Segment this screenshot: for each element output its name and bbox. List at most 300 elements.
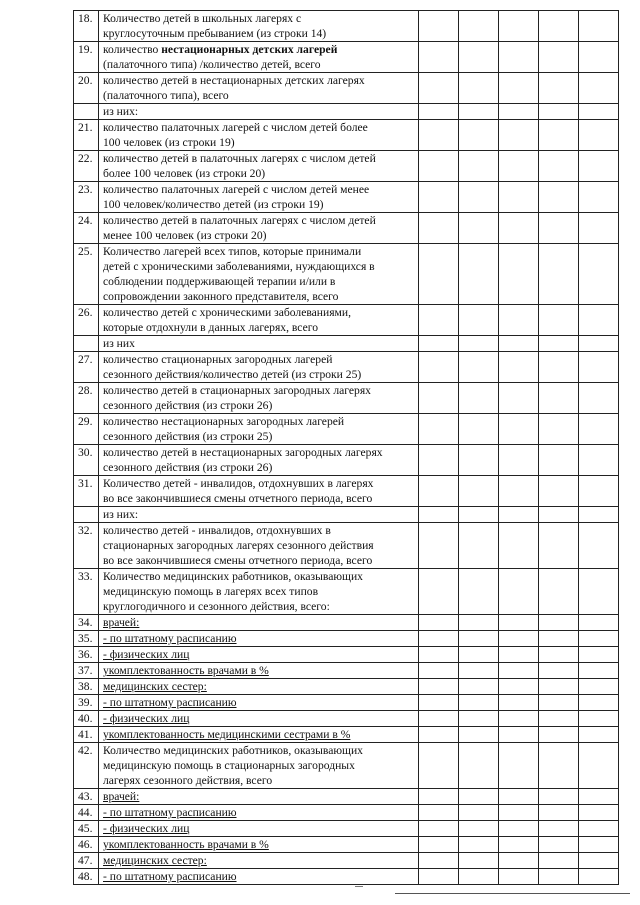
table-row	[74, 507, 619, 523]
value-cell	[459, 821, 499, 837]
row-label-line: медицинских сестер:	[103, 680, 207, 693]
value-cell	[419, 853, 459, 869]
value-cell	[539, 523, 579, 569]
value-cell	[499, 120, 539, 151]
row-number: 47.	[74, 853, 99, 869]
table-row	[74, 727, 619, 743]
table-row	[74, 336, 619, 352]
table-row	[74, 42, 619, 73]
value-cell	[419, 647, 459, 663]
row-number: 35.	[74, 631, 99, 647]
value-cell	[499, 837, 539, 853]
value-cell	[579, 476, 619, 507]
value-cell	[459, 631, 499, 647]
value-cell	[419, 695, 459, 711]
row-label	[99, 631, 419, 647]
row-label-line: - по штатному расписанию	[103, 696, 237, 709]
value-cell	[419, 352, 459, 383]
value-cell	[419, 476, 459, 507]
value-cell	[459, 837, 499, 853]
value-cell	[539, 631, 579, 647]
table-row	[74, 631, 619, 647]
value-cell	[459, 151, 499, 182]
row-number: 45.	[74, 821, 99, 837]
value-cell	[499, 445, 539, 476]
value-cell	[499, 383, 539, 414]
row-label-line: сезонного действия/количество детей (из строки 25)	[103, 368, 362, 381]
row-number	[74, 104, 99, 120]
row-label	[99, 11, 419, 42]
row-label	[99, 352, 419, 383]
value-cell	[579, 42, 619, 73]
value-cell	[459, 569, 499, 615]
value-cell	[419, 414, 459, 445]
row-label	[99, 789, 419, 805]
row-number: 42.	[74, 743, 99, 789]
value-cell	[579, 869, 619, 885]
value-cell	[539, 305, 579, 336]
row-label	[99, 213, 419, 244]
row-label	[99, 383, 419, 414]
value-cell	[579, 631, 619, 647]
value-cell	[419, 244, 459, 305]
value-cell	[459, 615, 499, 631]
value-cell	[579, 213, 619, 244]
row-number: 22.	[74, 151, 99, 182]
value-cell	[499, 679, 539, 695]
value-cell	[459, 213, 499, 244]
value-cell	[539, 336, 579, 352]
row-number: 43.	[74, 789, 99, 805]
value-cell	[579, 120, 619, 151]
value-cell	[579, 727, 619, 743]
scan-line	[395, 893, 630, 894]
table-row	[74, 151, 619, 182]
row-label-line: количество палаточных лагерей с числом детей более	[103, 121, 368, 134]
value-cell	[579, 743, 619, 789]
row-label	[99, 711, 419, 727]
value-cell	[419, 837, 459, 853]
row-label-line: медицинскую помощь в лагерях всех типов	[103, 585, 319, 598]
row-label-line: которые отдохнули в данных лагерях, всего	[103, 321, 318, 334]
row-label-line: круглосуточным пребыванием (из строки 14)	[103, 27, 327, 40]
row-label-line: укомплектованность врачами в %	[103, 664, 269, 677]
row-label-line: во все закончившиеся смены отчетного периода, всего	[103, 492, 373, 505]
value-cell	[499, 73, 539, 104]
row-number: 41.	[74, 727, 99, 743]
row-label	[99, 507, 419, 523]
row-number: 36.	[74, 647, 99, 663]
row-label	[99, 805, 419, 821]
value-cell	[459, 73, 499, 104]
value-cell	[499, 151, 539, 182]
value-cell	[499, 11, 539, 42]
value-cell	[459, 476, 499, 507]
row-number: 37.	[74, 663, 99, 679]
value-cell	[579, 647, 619, 663]
value-cell	[419, 182, 459, 213]
value-cell	[419, 821, 459, 837]
row-label	[99, 679, 419, 695]
value-cell	[539, 679, 579, 695]
row-number: 19.	[74, 42, 99, 73]
table-row	[74, 837, 619, 853]
value-cell	[539, 647, 579, 663]
value-cell	[419, 73, 459, 104]
value-cell	[539, 120, 579, 151]
value-cell	[499, 476, 539, 507]
value-cell	[499, 507, 539, 523]
value-cell	[419, 445, 459, 476]
table-row	[74, 120, 619, 151]
row-label-line: детей с хроническими заболеваниями, нуждающихся в	[103, 260, 375, 273]
row-label-line: - физических лиц	[103, 712, 190, 725]
row-label	[99, 42, 419, 73]
row-label	[99, 73, 419, 104]
row-label-line: количество нестационарных детских лагерей	[103, 43, 338, 56]
table-row	[74, 73, 619, 104]
value-cell	[579, 663, 619, 679]
value-cell	[499, 414, 539, 445]
statistics-table	[73, 10, 619, 885]
row-label-line: более 100 человек (из строки 20)	[103, 167, 266, 180]
row-number: 34.	[74, 615, 99, 631]
value-cell	[459, 352, 499, 383]
row-label-line: количество детей в палаточных лагерях с числом детей	[103, 152, 376, 165]
table-row	[74, 679, 619, 695]
row-label-line: количество детей в нестационарных детских лагерях	[103, 74, 365, 87]
row-label-line: из них:	[103, 508, 139, 521]
row-number: 24.	[74, 213, 99, 244]
row-label-line: количество нестационарных загородных лагерей	[103, 415, 345, 428]
row-label-line: количество палаточных лагерей с числом детей менее	[103, 183, 370, 196]
row-number: 23.	[74, 182, 99, 213]
value-cell	[539, 805, 579, 821]
value-cell	[499, 727, 539, 743]
value-cell	[579, 853, 619, 869]
value-cell	[419, 213, 459, 244]
table-row	[74, 711, 619, 727]
row-number: 38.	[74, 679, 99, 695]
row-number: 18.	[74, 11, 99, 42]
value-cell	[419, 507, 459, 523]
row-label-line: Количество детей - инвалидов, отдохнувших в лагерях	[103, 477, 374, 490]
row-number: 40.	[74, 711, 99, 727]
value-cell	[579, 414, 619, 445]
value-cell	[419, 805, 459, 821]
table-row	[74, 182, 619, 213]
value-cell	[419, 789, 459, 805]
row-label	[99, 414, 419, 445]
value-cell	[499, 743, 539, 789]
value-cell	[459, 336, 499, 352]
row-label	[99, 727, 419, 743]
value-cell	[499, 695, 539, 711]
value-cell	[539, 213, 579, 244]
value-cell	[459, 104, 499, 120]
scan-mark	[355, 886, 363, 887]
value-cell	[459, 11, 499, 42]
row-label-line: из них	[103, 337, 135, 350]
value-cell	[539, 352, 579, 383]
value-cell	[419, 869, 459, 885]
row-label-line: из них:	[103, 105, 139, 118]
value-cell	[579, 821, 619, 837]
row-label	[99, 615, 419, 631]
row-label-line: врачей:	[103, 616, 140, 629]
value-cell	[539, 869, 579, 885]
row-label-line: 100 человек/количество детей (из строки 19)	[103, 198, 324, 211]
bold-phrase: нестационарных детских лагерей	[161, 43, 338, 56]
table-row	[74, 244, 619, 305]
value-cell	[539, 414, 579, 445]
table-row	[74, 476, 619, 507]
value-cell	[539, 727, 579, 743]
value-cell	[459, 711, 499, 727]
value-cell	[579, 182, 619, 213]
value-cell	[579, 336, 619, 352]
value-cell	[459, 244, 499, 305]
row-label-line: Количество медицинских работников, оказывающих	[103, 570, 363, 583]
table-row	[74, 523, 619, 569]
value-cell	[539, 42, 579, 73]
value-cell	[539, 569, 579, 615]
value-cell	[499, 789, 539, 805]
value-cell	[459, 120, 499, 151]
value-cell	[539, 615, 579, 631]
table-row	[74, 213, 619, 244]
row-number: 27.	[74, 352, 99, 383]
value-cell	[499, 42, 539, 73]
row-label-line: сопровождении законного представителя, всего	[103, 290, 339, 303]
value-cell	[459, 679, 499, 695]
row-label-line: - физических лиц	[103, 648, 190, 661]
value-cell	[499, 615, 539, 631]
value-cell	[499, 569, 539, 615]
row-number: 33.	[74, 569, 99, 615]
value-cell	[499, 631, 539, 647]
row-label	[99, 853, 419, 869]
row-label-line: - физических лиц	[103, 822, 190, 835]
value-cell	[539, 476, 579, 507]
value-cell	[579, 445, 619, 476]
row-label-line: укомплектованность врачами в %	[103, 838, 269, 851]
row-number: 26.	[74, 305, 99, 336]
value-cell	[579, 837, 619, 853]
table-row	[74, 305, 619, 336]
row-number: 20.	[74, 73, 99, 104]
value-cell	[579, 695, 619, 711]
row-label-line: укомплектованность медицинскими сестрами в %	[103, 728, 351, 741]
row-label-line: Количество лагерей всех типов, которые принимали	[103, 245, 362, 258]
value-cell	[419, 711, 459, 727]
value-cell	[419, 679, 459, 695]
value-cell	[539, 789, 579, 805]
value-cell	[419, 743, 459, 789]
table-row	[74, 853, 619, 869]
value-cell	[499, 104, 539, 120]
table-row	[74, 869, 619, 885]
row-label	[99, 821, 419, 837]
value-cell	[579, 73, 619, 104]
value-cell	[579, 523, 619, 569]
value-cell	[419, 336, 459, 352]
value-cell	[419, 120, 459, 151]
value-cell	[459, 414, 499, 445]
row-label-line: врачей:	[103, 790, 140, 803]
table-row	[74, 11, 619, 42]
value-cell	[419, 11, 459, 42]
table-row	[74, 352, 619, 383]
value-cell	[419, 631, 459, 647]
row-label	[99, 445, 419, 476]
value-cell	[539, 445, 579, 476]
value-cell	[419, 305, 459, 336]
row-label-line: стационарных загородных лагерях сезонного действия	[103, 539, 374, 552]
value-cell	[499, 853, 539, 869]
value-cell	[419, 383, 459, 414]
row-label-line: количество детей в нестационарных загородных лагерях	[103, 446, 383, 459]
value-cell	[579, 104, 619, 120]
row-label	[99, 244, 419, 305]
row-number	[74, 507, 99, 523]
row-label-line: количество детей в палаточных лагерях с числом детей	[103, 214, 376, 227]
row-label	[99, 523, 419, 569]
value-cell	[459, 383, 499, 414]
value-cell	[459, 805, 499, 821]
value-cell	[579, 352, 619, 383]
value-cell	[499, 523, 539, 569]
row-number: 32.	[74, 523, 99, 569]
value-cell	[539, 104, 579, 120]
value-cell	[539, 853, 579, 869]
row-label	[99, 869, 419, 885]
value-cell	[539, 11, 579, 42]
table-row	[74, 805, 619, 821]
row-number: 29.	[74, 414, 99, 445]
row-label-line: круглогодичного и сезонного действия, всего:	[103, 600, 330, 613]
row-label-line: соблюдении поддерживающей терапии и/или в	[103, 275, 336, 288]
row-label-line: сезонного действия (из строки 26)	[103, 399, 273, 412]
table-row	[74, 695, 619, 711]
value-cell	[579, 11, 619, 42]
value-cell	[499, 305, 539, 336]
row-label	[99, 663, 419, 679]
row-label	[99, 476, 419, 507]
row-number: 25.	[74, 244, 99, 305]
value-cell	[539, 383, 579, 414]
table-row	[74, 445, 619, 476]
row-label	[99, 743, 419, 789]
value-cell	[579, 615, 619, 631]
row-label	[99, 569, 419, 615]
row-label-line: лагерях сезонного действия, всего	[103, 774, 273, 787]
row-label	[99, 647, 419, 663]
value-cell	[459, 743, 499, 789]
row-label-line: сезонного действия (из строки 25)	[103, 430, 273, 443]
value-cell	[499, 821, 539, 837]
row-label	[99, 151, 419, 182]
table-row	[74, 383, 619, 414]
value-cell	[579, 789, 619, 805]
value-cell	[419, 523, 459, 569]
table-row	[74, 104, 619, 120]
value-cell	[419, 663, 459, 679]
value-cell	[459, 853, 499, 869]
value-cell	[459, 663, 499, 679]
table-row	[74, 569, 619, 615]
row-number: 48.	[74, 869, 99, 885]
table-row	[74, 414, 619, 445]
row-number: 21.	[74, 120, 99, 151]
row-number: 30.	[74, 445, 99, 476]
value-cell	[579, 805, 619, 821]
value-cell	[539, 711, 579, 727]
value-cell	[459, 789, 499, 805]
row-label-line: - по штатному расписанию	[103, 806, 237, 819]
value-cell	[579, 507, 619, 523]
row-number: 28.	[74, 383, 99, 414]
row-label	[99, 695, 419, 711]
row-label	[99, 182, 419, 213]
row-label-line: - по штатному расписанию	[103, 632, 237, 645]
row-label-line: менее 100 человек (из строки 20)	[103, 229, 267, 242]
table-row	[74, 615, 619, 631]
table-row	[74, 663, 619, 679]
row-label	[99, 837, 419, 853]
row-label	[99, 120, 419, 151]
value-cell	[459, 869, 499, 885]
value-cell	[459, 42, 499, 73]
value-cell	[539, 73, 579, 104]
row-number: 39.	[74, 695, 99, 711]
row-number	[74, 336, 99, 352]
table-row	[74, 647, 619, 663]
row-label-line: - по штатному расписанию	[103, 870, 237, 883]
value-cell	[459, 727, 499, 743]
table-body	[74, 11, 619, 885]
row-label	[99, 305, 419, 336]
value-cell	[579, 244, 619, 305]
value-cell	[459, 305, 499, 336]
value-cell	[579, 305, 619, 336]
value-cell	[419, 615, 459, 631]
row-label	[99, 104, 419, 120]
row-label	[99, 336, 419, 352]
value-cell	[579, 151, 619, 182]
row-label-line: количество стационарных загородных лагерей	[103, 353, 333, 366]
value-cell	[459, 647, 499, 663]
row-label-line: количество детей с хроническими заболеваниями,	[103, 306, 351, 319]
value-cell	[579, 569, 619, 615]
value-cell	[459, 182, 499, 213]
table-row	[74, 821, 619, 837]
row-label-line: Количество медицинских работников, оказывающих	[103, 744, 363, 757]
row-label-line: Количество детей в школьных лагерях с	[103, 12, 302, 25]
value-cell	[539, 743, 579, 789]
value-cell	[499, 182, 539, 213]
value-cell	[499, 244, 539, 305]
value-cell	[419, 727, 459, 743]
row-label-line: количество детей - инвалидов, отдохнувших в	[103, 524, 331, 537]
value-cell	[539, 821, 579, 837]
value-cell	[459, 507, 499, 523]
row-label-line: количество детей в стационарных загородных лагерях	[103, 384, 371, 397]
value-cell	[499, 213, 539, 244]
value-cell	[499, 663, 539, 679]
row-label-line: медицинскую помощь в стационарных загородных	[103, 759, 355, 772]
row-label-line: медицинских сестер:	[103, 854, 207, 867]
